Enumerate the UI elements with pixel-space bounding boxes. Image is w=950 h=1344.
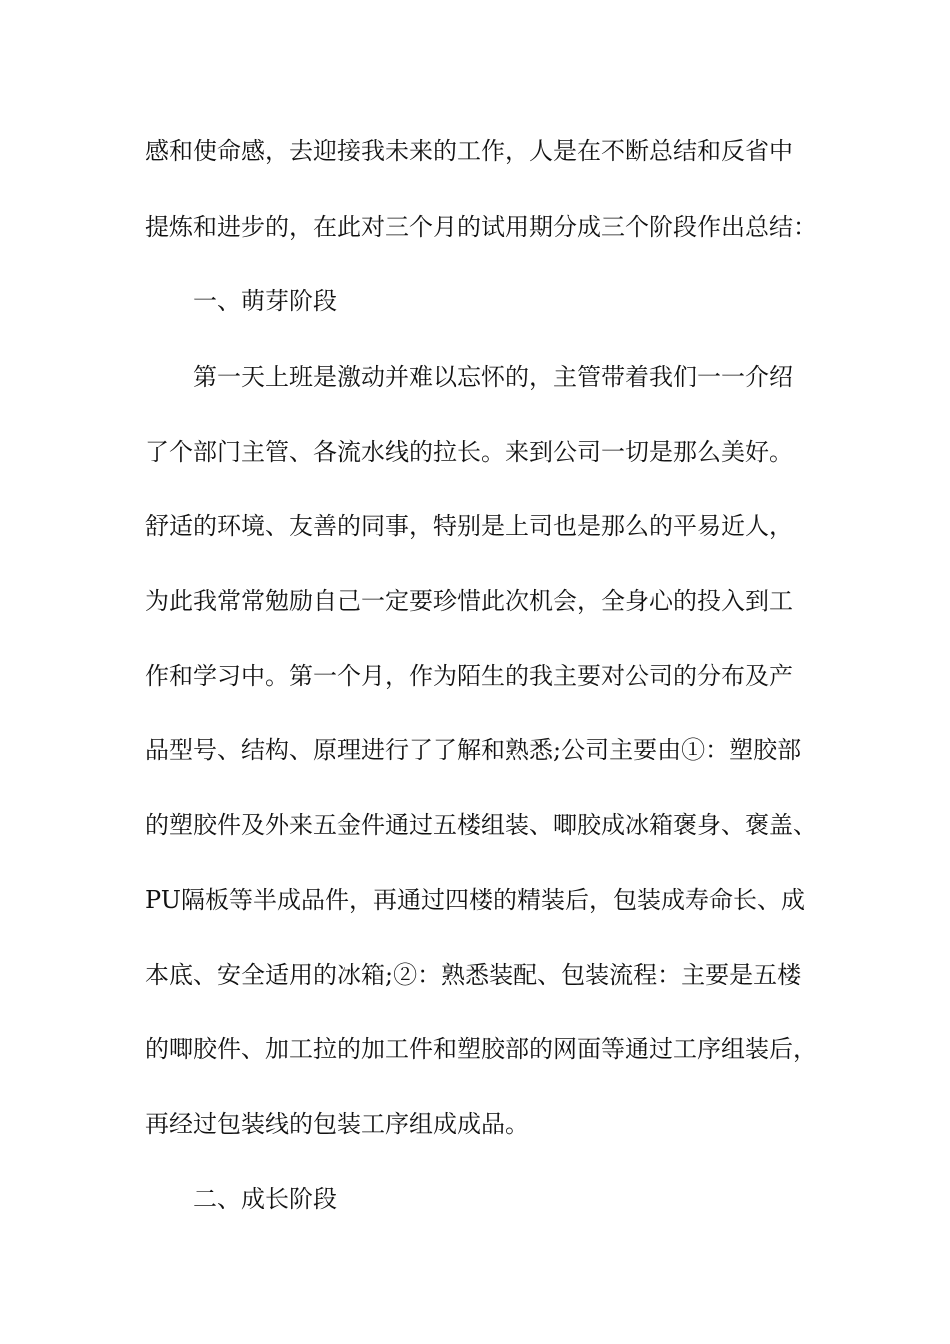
paragraph-line: 为此我常常勉励自己一定要珍惜此次机会，全身心的投入到工 (145, 587, 793, 615)
paragraph-line: 的塑胶件及外来五金件通过五楼组装、唧胶成冰箱褒身、褒盖、 (145, 811, 817, 839)
paragraph-line: 再经过包装线的包装工序组成成品。 (145, 1110, 529, 1138)
paragraph-line: 提炼和进步的，在此对三个月的试用期分成三个阶段作出总结： (145, 213, 817, 241)
section-heading: 一、萌芽阶段 (193, 287, 337, 315)
paragraph-line: PU隔板等半成品件，再通过四楼的精装后，包装成寿命长、成 (145, 886, 805, 914)
paragraph-line: 舒适的环境、友善的同事，特别是上司也是那么的平易近人， (145, 512, 793, 540)
paragraph-line: 的唧胶件、加工拉的加工件和塑胶部的网面等通过工序组装后， (145, 1035, 817, 1063)
paragraph-line: 了个部门主管、各流水线的拉长。来到公司一切是那么美好。 (145, 438, 793, 466)
paragraph-line: 品型号、结构、原理进行了了解和熟悉;公司主要由①：塑胶部 (145, 736, 802, 764)
section-heading: 二、成长阶段 (193, 1185, 337, 1213)
paragraph-line: 感和使命感，去迎接我未来的工作，人是在不断总结和反省中 (145, 137, 793, 165)
paragraph-line: 本底、安全适用的冰箱;②：熟悉装配、包装流程：主要是五楼 (145, 961, 802, 989)
paragraph-line: 作和学习中。第一个月，作为陌生的我主要对公司的分布及产 (145, 662, 793, 690)
paragraph-line: 第一天上班是激动并难以忘怀的，主管带着我们一一介绍 (193, 363, 793, 391)
